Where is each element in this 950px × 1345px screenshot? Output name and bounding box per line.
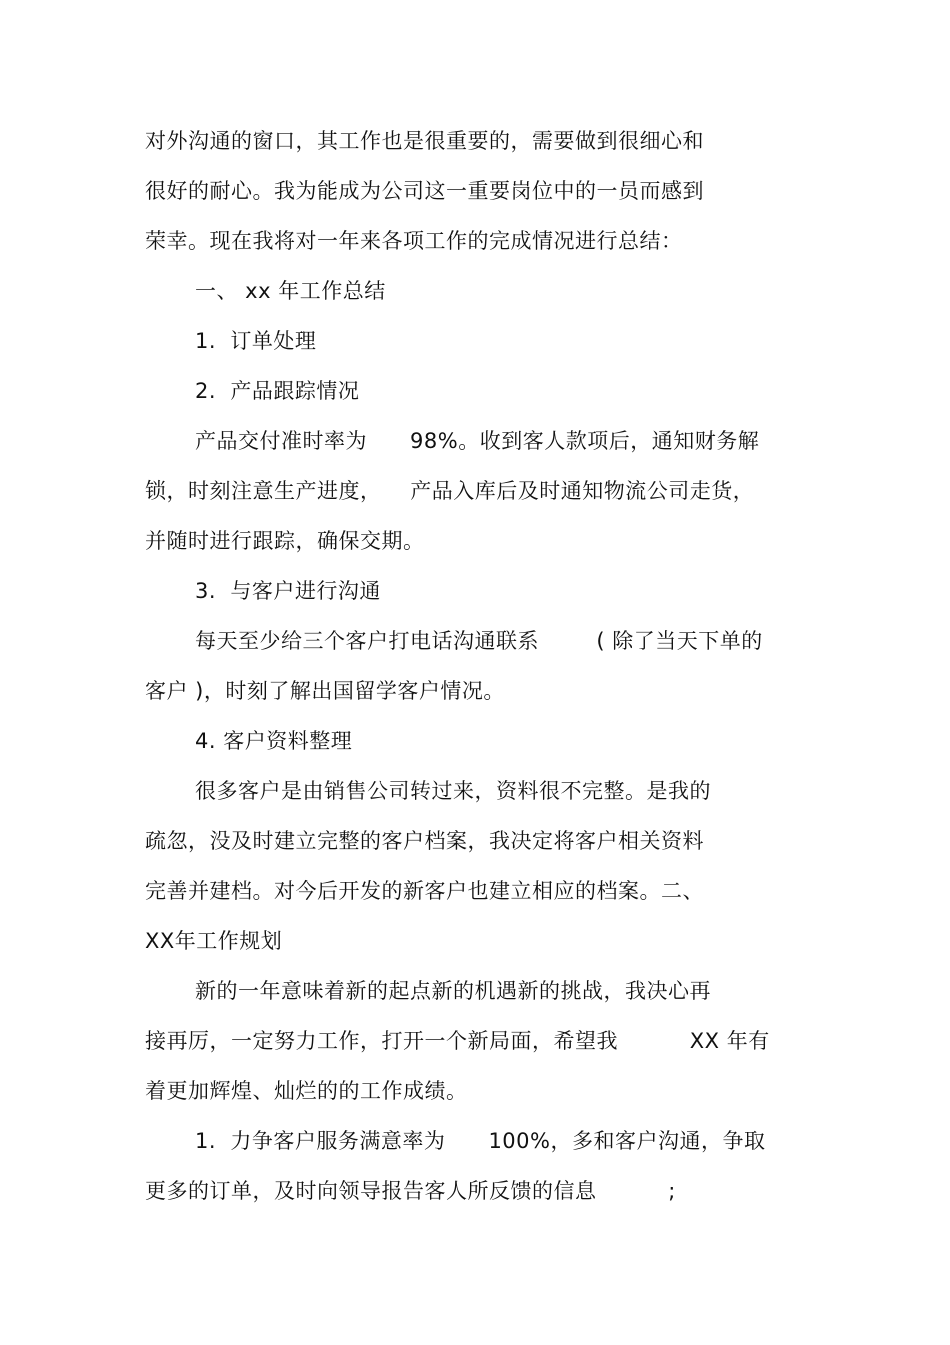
text-line: 荣幸。现在我将对一年来各项工作的完成情况进行总结：	[145, 229, 683, 253]
text-line: 产品交付准时率为 98%。收到客人款项后，通知财务解	[195, 429, 760, 453]
text-line: 很多客户是由销售公司转过来，资料很不完整。是我的	[195, 779, 711, 803]
text-line: 锁，时刻注意生产进度， 产品入库后及时通知物流公司走货，	[145, 479, 755, 503]
subsection-heading: 4. 客户资料整理	[195, 729, 353, 753]
text-line: 并随时进行跟踪，确保交期。	[145, 529, 425, 553]
text-line: 客户 )，时刻了解出国留学客户情况。	[145, 679, 505, 703]
subsection-heading: 3. 与客户进行沟通	[195, 579, 381, 603]
section-heading: 一、 xx 年工作总结	[195, 279, 386, 303]
text-line: 接再厉，一定努力工作，打开一个新局面，希望我 XX 年有	[145, 1029, 770, 1053]
text-line: 对外沟通的窗口，其工作也是很重要的，需要做到很细心和	[145, 129, 704, 153]
subsection-heading: 2. 产品跟踪情况	[195, 379, 360, 403]
text-line: 很好的耐心。我为能成为公司这一重要岗位中的一员而感到	[145, 179, 704, 203]
subsection-heading: 1. 订单处理	[195, 329, 317, 353]
text-line: 完善并建档。对今后开发的新客户也建立相应的档案。二、	[145, 879, 704, 903]
text-line: 着更加辉煌、灿烂的的工作成绩。	[145, 1079, 468, 1103]
text-line: 更多的订单，及时向领导报告客人所反馈的信息 ;	[145, 1179, 676, 1203]
text-line: 1. 力争客户服务满意率为 100%，多和客户沟通，争取	[195, 1129, 766, 1153]
text-line: 每天至少给三个客户打电话沟通联系 ( 除了当天下单的	[195, 629, 763, 653]
section-heading: XX年工作规划	[145, 929, 283, 953]
text-line: 疏忽，没及时建立完整的客户档案，我决定将客户相关资料	[145, 829, 704, 853]
text-line: 新的一年意味着新的起点新的机遇新的挑战，我决心再	[195, 979, 711, 1003]
